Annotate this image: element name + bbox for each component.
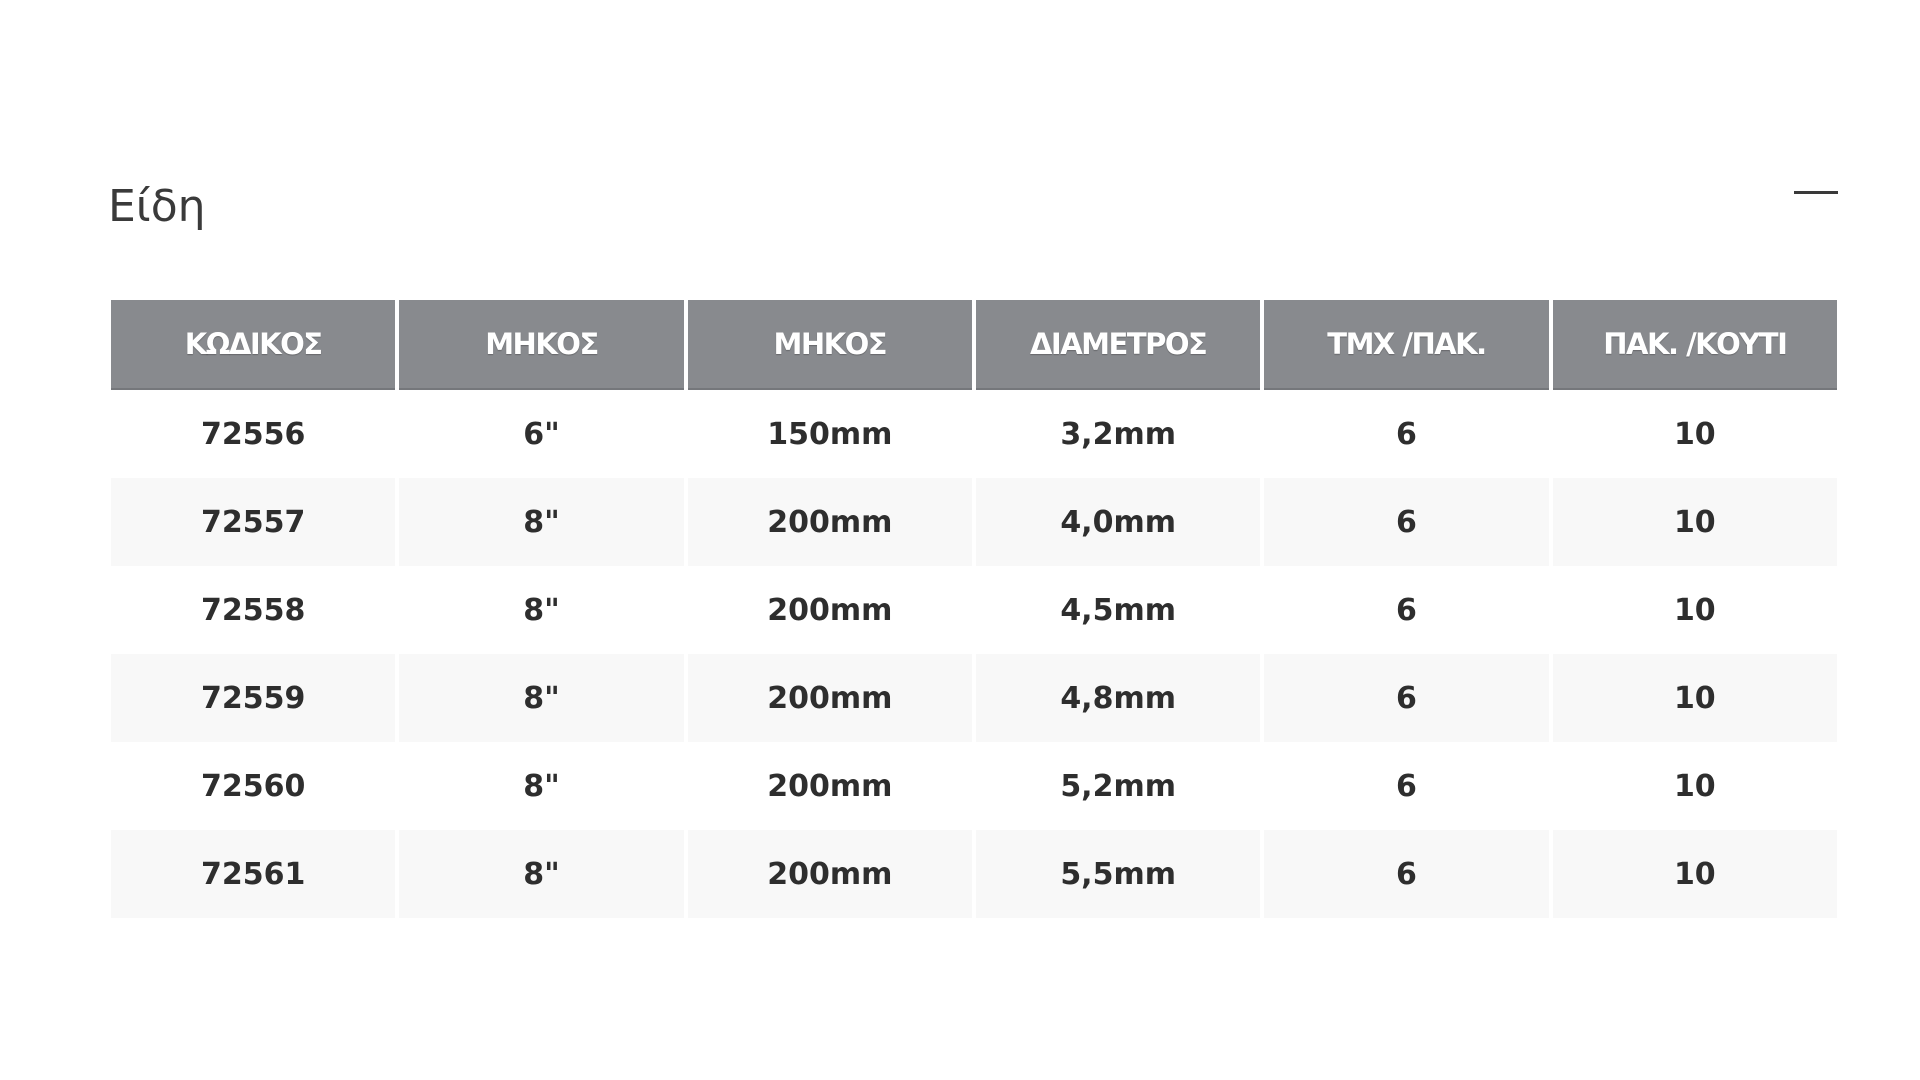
table-row: [111, 742, 1837, 830]
table-row: [111, 478, 1837, 566]
table-row: [111, 830, 1837, 918]
cell-packs-per-box: 10: [1553, 830, 1837, 918]
cell-diameter: 4,0mm: [976, 478, 1260, 566]
cell-code: 72559: [111, 654, 395, 742]
cell-length-inches: 8": [399, 654, 683, 742]
cell-pieces-per-pack: 6: [1264, 566, 1548, 654]
cell-length-inches: 8": [399, 478, 683, 566]
cell-pieces-per-pack: 6: [1264, 742, 1548, 830]
column-header-diameter: ΔΙΑΜΕΤΡΟΣ: [976, 300, 1260, 390]
table-row: [111, 654, 1837, 742]
cell-length-mm: 200mm: [688, 566, 972, 654]
cell-code: 72556: [111, 390, 395, 478]
column-header-pieces-per-pack: ΤΜΧ /ΠΑΚ.: [1264, 300, 1548, 390]
cell-packs-per-box: 10: [1553, 566, 1837, 654]
table-header-row: [111, 300, 1837, 390]
cell-packs-per-box: 10: [1553, 390, 1837, 478]
cell-code: 72561: [111, 830, 395, 918]
cell-packs-per-box: 10: [1553, 742, 1837, 830]
cell-length-inches: 8": [399, 830, 683, 918]
cell-code: 72560: [111, 742, 395, 830]
cell-length-inches: 8": [399, 566, 683, 654]
minus-icon: [1794, 191, 1838, 194]
column-header-length-mm: ΜΗΚΟΣ: [688, 300, 972, 390]
cell-pieces-per-pack: 6: [1264, 830, 1548, 918]
cell-diameter: 4,5mm: [976, 566, 1260, 654]
cell-diameter: 5,2mm: [976, 742, 1260, 830]
cell-packs-per-box: 10: [1553, 478, 1837, 566]
section-header: [108, 176, 1838, 246]
cell-length-inches: 6": [399, 390, 683, 478]
cell-length-inches: 8": [399, 742, 683, 830]
cell-length-mm: 150mm: [688, 390, 972, 478]
cell-code: 72557: [111, 478, 395, 566]
cell-pieces-per-pack: 6: [1264, 478, 1548, 566]
product-spec-table: [107, 300, 1841, 918]
cell-diameter: 4,8mm: [976, 654, 1260, 742]
cell-diameter: 5,5mm: [976, 830, 1260, 918]
collapse-button[interactable]: [1788, 176, 1838, 216]
cell-pieces-per-pack: 6: [1264, 390, 1548, 478]
cell-packs-per-box: 10: [1553, 654, 1837, 742]
section-title: Είδη: [108, 181, 206, 232]
cell-length-mm: 200mm: [688, 830, 972, 918]
column-header-packs-per-box: ΠΑΚ. /ΚΟΥΤΙ: [1553, 300, 1837, 390]
column-header-code: ΚΩΔΙΚΟΣ: [111, 300, 395, 390]
cell-code: 72558: [111, 566, 395, 654]
cell-length-mm: 200mm: [688, 478, 972, 566]
cell-length-mm: 200mm: [688, 654, 972, 742]
cell-diameter: 3,2mm: [976, 390, 1260, 478]
cell-pieces-per-pack: 6: [1264, 654, 1548, 742]
table-row: [111, 390, 1837, 478]
table-row: [111, 566, 1837, 654]
column-header-length-inches: ΜΗΚΟΣ: [399, 300, 683, 390]
cell-length-mm: 200mm: [688, 742, 972, 830]
